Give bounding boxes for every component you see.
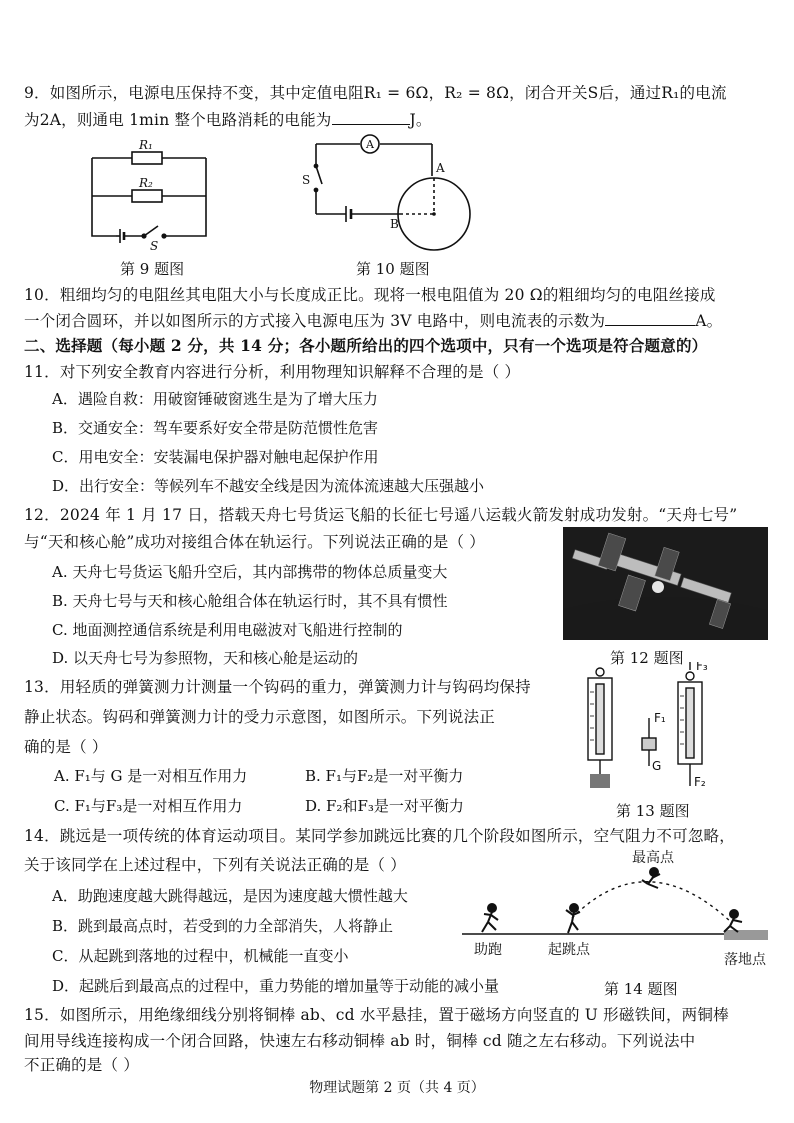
q14-label-run: 助跑 — [474, 942, 502, 958]
q10-circuit-diagram — [296, 134, 476, 256]
q9-line2-unit: J。 — [409, 111, 432, 129]
q10-ammeter-label: A — [366, 138, 374, 151]
q9-label-r1: R₁ — [139, 140, 153, 152]
q11-option-a: A．遇险自救：用破窗锤破窗逃生是为了增大压力 — [52, 390, 378, 408]
q9-line2-text: 为2A，则通电 1min 整个电路消耗的电能为 — [24, 111, 332, 129]
q15-line2: 间用导线连接构成一个闭合回路，快速左右移动铜棒 ab 时，铜棒 cd 随之左右移动。下列说法中 — [24, 1032, 696, 1050]
q14-option-b: B．跳到最高点时，若受到的力全部消失，人将静止 — [52, 917, 394, 935]
q11-option-c: C．用电安全：安装漏电保护器对触电起保护作用 — [52, 448, 379, 466]
q10-caption: 第 10 题图 — [356, 260, 430, 278]
q11-option-b: B．交通安全：驾车要系好安全带是防范惯性危害 — [52, 419, 379, 437]
q10-line1: 10．粗细均匀的电阻丝其电阻大小与长度成正比。现将一根电阻值为 20 Ω的粗细均匀的电阻丝接成 — [24, 286, 716, 304]
q13-label-f1: F₁ — [654, 711, 666, 725]
q12-line1: 12．2024 年 1 月 17 日，搭载天舟七号货运飞船的长征七号遥八运载火箭发射成功发射。“天舟七号” — [24, 506, 738, 524]
q10-label-a: A — [436, 161, 445, 175]
q14-line1: 14．跳远是一项传统的体育运动项目。某同学参加跳远比赛的几个阶段如图所示，空气阻力不可忽略， — [24, 827, 735, 845]
q10-answer-blank — [605, 311, 695, 326]
q12-option-b: B. 天舟七号与天和核心舱组合体在轨运行时，其不具有惯性 — [52, 592, 448, 610]
page-footer: 物理试题第 2 页（共 4 页） — [309, 1080, 485, 1096]
q14-option-d: D．起跳后到最高点的过程中，重力势能的增加量等于动能的减小量 — [52, 977, 500, 995]
q9-line1: 9．如图所示，电源电压保持不变，其中定值电阻R₁ = 6Ω，R₂ = 8Ω，闭合开关S后，通过R₁的电流 — [24, 84, 727, 102]
q13-line3: 确的是（ ） — [24, 738, 108, 756]
q15-line1: 15．如图所示，用绝缘细线分别将铜棒 ab、cd 水平悬挂，置于磁场方向竖直的 U 形磁铁间，两铜棒 — [24, 1006, 729, 1024]
q12-option-a: A. 天舟七号货运飞船升空后，其内部携带的物体总质量变大 — [52, 563, 448, 581]
q14-caption: 第 14 题图 — [604, 980, 678, 998]
q12-option-d: D. 以天舟七号为参照物，天和核心舱是运动的 — [52, 649, 359, 667]
q10-line2-text: 一个闭合圆环，并以如图所示的方式接入电源电压为 3V 电路中，则电流表的示数为 — [24, 312, 606, 330]
q13-option-a: A. F₁与 G 是一对相互作用力 — [54, 767, 248, 785]
q13-caption: 第 13 题图 — [616, 802, 690, 820]
section2-heading: 二、选择题（每小题 2 分，共 14 分；各小题所给出的四个选项中，只有一个选项是符合题意的） — [24, 336, 708, 355]
q9-line2 — [24, 110, 432, 130]
q12-caption: 第 12 题图 — [610, 649, 684, 667]
q11-option-d: D．出行安全：等候列车不越安全线是因为流体流速越大压强越小 — [52, 477, 485, 495]
q14-label-land: 落地点 — [724, 952, 766, 968]
q10-line2 — [24, 311, 722, 331]
q13-option-c: C. F₁与F₃是一对相互作用力 — [54, 797, 243, 815]
q9-label-s: S — [150, 239, 159, 252]
q13-label-g: G — [652, 759, 662, 773]
q13-option-b: B. F₁与F₂是一对平衡力 — [305, 767, 464, 785]
q12-line2: 与“天和核心舱”成功对接组合体在轨运行。下列说法正确的是（ ） — [24, 533, 485, 551]
q14-label-takeoff: 起跳点 — [548, 942, 590, 958]
q13-option-d: D. F₂和F₃是一对平衡力 — [305, 797, 464, 815]
q13-label-f2: F₂ — [694, 775, 706, 789]
q14-line2: 关于该同学在上述过程中，下列有关说法正确的是（ ） — [24, 856, 406, 874]
q14-option-c: C．从起跳到落地的过程中，机械能一直变小 — [52, 947, 349, 965]
q12-option-c: C. 地面测控通信系统是利用电磁波对飞船进行控制的 — [52, 621, 403, 639]
q9-caption: 第 9 题图 — [120, 260, 185, 278]
q10-label-b: B — [390, 217, 399, 231]
q9-answer-blank — [332, 110, 410, 125]
q14-option-a: A．助跑速度越大跳得越远，是因为速度越大惯性越大 — [52, 887, 408, 905]
q13-line1: 13．用轻质的弹簧测力计测量一个钩码的重力，弹簧测力计与钩码均保持 — [24, 678, 531, 696]
spring-scale-diagram — [576, 662, 726, 800]
q9-label-r2: R₂ — [139, 176, 153, 190]
q13-line2: 静止状态。钩码和弹簧测力计的受力示意图，如图所示。下列说法正 — [24, 708, 496, 726]
q15-line3: 不正确的是（ ） — [24, 1056, 140, 1074]
q13-label-f3: F₃ — [696, 662, 708, 673]
q14-label-top: 最高点 — [632, 850, 674, 866]
space-station-photo — [563, 527, 768, 640]
q11-stem: 11．对下列安全教育内容进行分析，利用物理知识解释不合理的是（ ） — [24, 363, 521, 381]
long-jump-diagram — [462, 848, 772, 978]
q9-circuit-diagram — [86, 140, 216, 252]
q10-label-s: S — [302, 173, 311, 187]
q10-line2-unit: A。 — [695, 312, 723, 330]
